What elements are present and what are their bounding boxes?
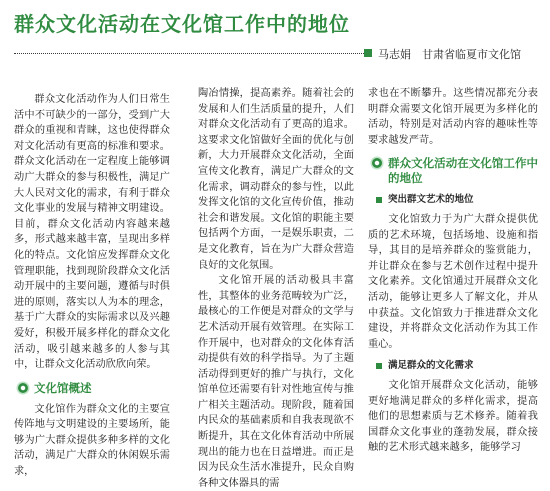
section-heading-text: 群众文化活动在文化馆工作中的地位 [388, 156, 538, 186]
paragraph: 文化馆致力于为广大群众提供优质的艺术环境，包括场地、设施和指导，其目的是培养群众的鉴赏能力，并让群众在参与艺术创作过程中提升文化素养。文化馆通过开展群众文化活动，能够让更多人了解文化，并从中获益。文化馆致力于推进群众文化建设，并将群众文化活动作为其工作重心。 [368, 213, 538, 350]
column-1 [14, 92, 170, 480]
paragraph: 文化馆开展的活动极具丰富性，其整体的业务范畴较为广泛，最核心的工作便是对群众的文学与艺术活动开展有效管理。在实际工作开展中，也对群众的文化体育活动提供有效的科学指导。为了主题活动得到更好的推广与执行，文化馆单位还需要有针对性地宣传与推广相关主题活动。现阶段，随着国内民众的基础素质和自我表现欲不断提升，其在文化体育活动中所展现出的能力也在日益增进。而正是因为民众生活水准提升，民众自购各种文体器具的需 [198, 275, 354, 489]
divider-marker [364, 49, 372, 57]
subheading-text: 满足群众的文化需求 [388, 360, 474, 372]
author-row [14, 46, 538, 62]
paragraph: 文化馆作为群众文化的主要宣传阵地与文明建设的主要场所，能够为广大群众提供多种多样的文化活动，满足广大群众的休闲娱乐需求， [14, 403, 170, 478]
section-bullet-icon [372, 158, 382, 168]
section-bullet-icon [18, 383, 28, 393]
subheading [368, 358, 538, 374]
paragraph: 群众文化活动作为人们日常生活中不可缺少的一部分，受到广大群众的重视和青睐，这也使得群众对文化活动有更高的标准和要求。群众文化活动在一定程度上能够调动广大群众的参与积极性，满足广大人民对文化的需求，有利于群众文化事业的发展与精神文明建设。目前，群众文化活动内容越来越多，形式越来越丰富，呈现出多样化的特点。文化馆应发挥群众文化管理职能，找到现阶段群众文化活动开展中的主要问题，遵循与时俱进的原则，落实以人为本的理念，基于广大群众的实际需求以及兴趣爱好，积极开展多样化的群众文化活动，吸引越来越多的人参与其中，让群众文化活动欣欣向荣。 [14, 94, 170, 371]
subheading-text: 突出群文艺术的地位 [388, 194, 474, 206]
section-heading [14, 381, 170, 396]
article-title: 群众文化活动在文化馆工作中的地位 [14, 12, 350, 36]
section-heading-text: 文化馆概述 [34, 380, 92, 395]
paragraph: 陶冶情操，提高素养。随着社会的发展和人们生活质量的提升，人们对群众文化活动有了更高的追求。这要求文化馆做好全面的优化与创新，大力开展群众文化活动，全面宣传文化教育，满足广大群众的文化需求，调动群众的参与性，以此发挥文化馆的文化宣传价值，推动社会和谐发展。文化馆的职能主要包括两个方面，一是娱乐职责，二是文化教育，旨在为广大群众营造良好的文化氛围。 [198, 88, 354, 271]
column-3 [368, 86, 538, 456]
author-divider [14, 53, 364, 54]
author-byline: 马志娟 甘肃省临夏市文化馆 [378, 48, 521, 61]
square-bullet-icon [376, 197, 382, 203]
section-heading [368, 156, 538, 186]
column-2 [198, 86, 354, 491]
paragraph: 求也在不断攀升。这些情况都充分表明群众需要文化馆开展更为多样化的活动，特别是对活动内容的趣味性等要求越发严苛。 [368, 88, 538, 146]
square-bullet-icon [376, 363, 382, 369]
subheading [368, 192, 538, 208]
paragraph: 文化馆开展群众文化活动，能够更好地满足群众的多样化需求，提高他们的思想素质与艺术修养。随着我国群众文化事业的蓬勃发展，群众接触的艺术形式越来越多，能够学习 [368, 379, 538, 454]
